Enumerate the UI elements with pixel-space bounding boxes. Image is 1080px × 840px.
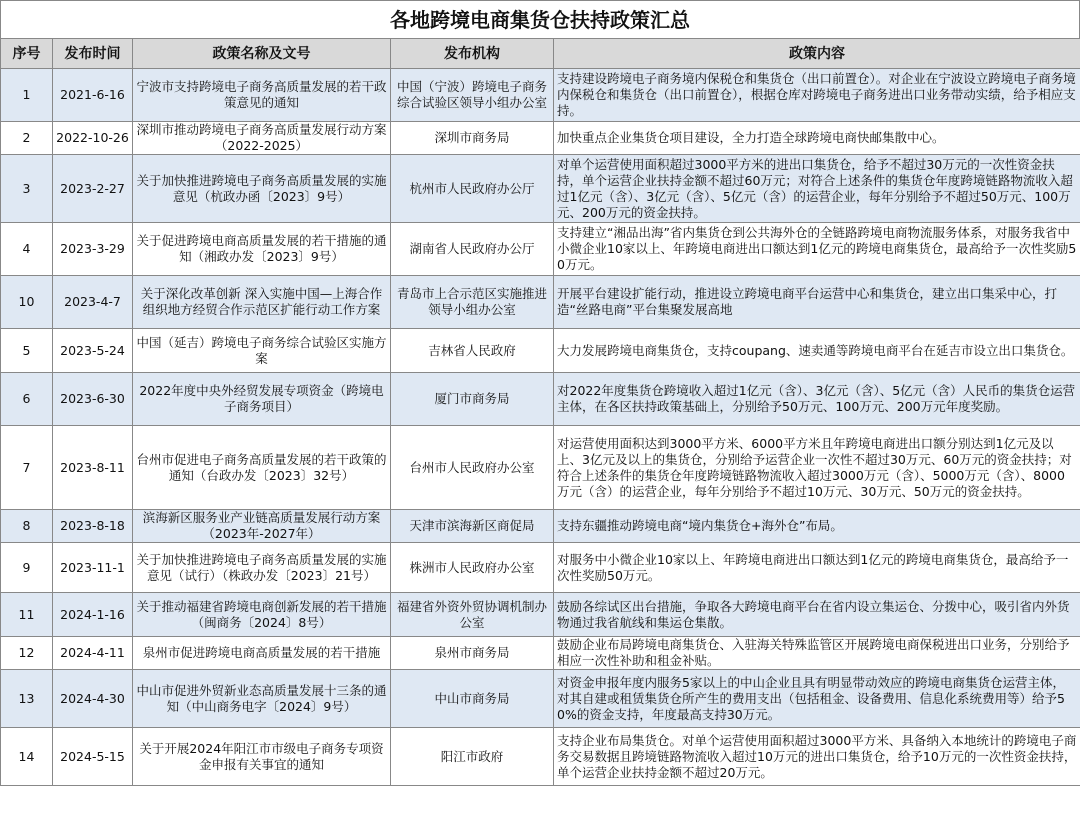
table-row xyxy=(1,329,1080,373)
cell-content: 对运营使用面积达到3000平方米、6000平方米且年跨境电商进出口额分别达到1亿元及以上、3亿元及以上的集货仓，分别给予运营企业一次性不超过30万元、60万元的资金扶持；对符合上述条件的集货仓年度跨境链路物流收入超过3000万元（含）、5000万元（含）、8000万元（含）的运营企业，每年分别给予不超过10万元、30万元、50万元的资金扶持。 xyxy=(554,426,1080,510)
header-no: 序号 xyxy=(1,39,53,69)
table-row xyxy=(1,728,1080,786)
header-row xyxy=(1,39,1080,69)
cell-date: 2023-6-30 xyxy=(53,373,133,426)
cell-org: 湖南省人民政府办公厅 xyxy=(391,223,554,276)
table-row xyxy=(1,276,1080,329)
cell-no: 5 xyxy=(1,329,53,373)
cell-no: 10 xyxy=(1,276,53,329)
cell-name: 中山市促进外贸新业态高质量发展十三条的通知（中山商务电字〔2024〕9号） xyxy=(133,670,391,728)
cell-org: 泉州市商务局 xyxy=(391,637,554,670)
table-row xyxy=(1,426,1080,510)
table-row xyxy=(1,593,1080,637)
cell-no: 12 xyxy=(1,637,53,670)
cell-name: 关于加快推进跨境电子商务高质量发展的实施意见（试行）（株政办发〔2023〕21号） xyxy=(133,543,391,593)
table-row xyxy=(1,69,1080,122)
cell-date: 2024-5-15 xyxy=(53,728,133,786)
cell-content: 鼓励企业布局跨境电商集货仓、入驻海关特殊监管区开展跨境电商保税进出口业务，分别给予相应一次性补助和租金补贴。 xyxy=(554,637,1080,670)
cell-content: 支持企业布局集货仓。对单个运营使用面积超过3000平方米、具备纳入本地统计的跨境电子商务交易数据且跨境链路物流收入超过10万元的进出口集货仓，给予10万元的一次性资金扶持，单个运营企业扶持金额不超过20万元。 xyxy=(554,728,1080,786)
table-row xyxy=(1,670,1080,728)
cell-content: 对单个运营使用面积超过3000平方米的进出口集货仓，给予不超过30万元的一次性资金扶持，单个运营企业扶持金额不超过60万元；对符合上述条件的集货仓年度跨境链路物流收入超过1亿元（含）、3亿元（含）、5亿元（含）的运营企业，每年分别给予不超过50万元、100万元、200万元的资金扶持。 xyxy=(554,155,1080,223)
cell-date: 2022-10-26 xyxy=(53,122,133,155)
cell-date: 2023-5-24 xyxy=(53,329,133,373)
header-date: 发布时间 xyxy=(53,39,133,69)
cell-name: 宁波市支持跨境电子商务高质量发展的若干政策意见的通知 xyxy=(133,69,391,122)
cell-name: 泉州市促进跨境电商高质量发展的若干措施 xyxy=(133,637,391,670)
cell-no: 11 xyxy=(1,593,53,637)
header-name: 政策名称及文号 xyxy=(133,39,391,69)
cell-org: 台州市人民政府办公室 xyxy=(391,426,554,510)
cell-name: 滨海新区服务业产业链高质量发展行动方案（2023年-2027年） xyxy=(133,510,391,543)
cell-no: 3 xyxy=(1,155,53,223)
cell-no: 4 xyxy=(1,223,53,276)
cell-content: 支持建立“湘品出海”省内集货仓到公共海外仓的全链路跨境电商物流服务体系，对服务我省中小微企业10家以上、年跨境电商进出口额达到1亿元的跨境电商集货仓，最高给予一次性奖励50万元。 xyxy=(554,223,1080,276)
cell-no: 1 xyxy=(1,69,53,122)
cell-org: 杭州市人民政府办公厅 xyxy=(391,155,554,223)
page-title: 各地跨境电商集货仓扶持政策汇总 xyxy=(0,0,1080,38)
cell-date: 2024-4-11 xyxy=(53,637,133,670)
cell-org: 中国（宁波）跨境电子商务综合试验区领导小组办公室 xyxy=(391,69,554,122)
cell-org: 天津市滨海新区商促局 xyxy=(391,510,554,543)
header-org: 发布机构 xyxy=(391,39,554,69)
cell-org: 吉林省人民政府 xyxy=(391,329,554,373)
cell-name: 关于加快推进跨境电子商务高质量发展的实施意见（杭政办函〔2023〕9号） xyxy=(133,155,391,223)
cell-org: 阳江市政府 xyxy=(391,728,554,786)
cell-content: 对服务中小微企业10家以上、年跨境电商进出口额达到1亿元的跨境电商集货仓，最高给予一次性奖励50万元。 xyxy=(554,543,1080,593)
table-row xyxy=(1,223,1080,276)
table-row xyxy=(1,637,1080,670)
cell-no: 8 xyxy=(1,510,53,543)
cell-no: 2 xyxy=(1,122,53,155)
header-content: 政策内容 xyxy=(554,39,1080,69)
cell-date: 2021-6-16 xyxy=(53,69,133,122)
cell-name: 深圳市推动跨境电子商务高质量发展行动方案（2022-2025） xyxy=(133,122,391,155)
cell-date: 2023-11-1 xyxy=(53,543,133,593)
cell-content: 开展平台建设扩能行动，推进设立跨境电商平台运营中心和集货仓，建立出口集采中心，打造“丝路电商”平台集聚发展高地 xyxy=(554,276,1080,329)
cell-org: 株洲市人民政府办公室 xyxy=(391,543,554,593)
table-row xyxy=(1,155,1080,223)
cell-no: 7 xyxy=(1,426,53,510)
cell-date: 2024-1-16 xyxy=(53,593,133,637)
table-row xyxy=(1,510,1080,543)
cell-no: 9 xyxy=(1,543,53,593)
cell-date: 2023-8-11 xyxy=(53,426,133,510)
table-row xyxy=(1,373,1080,426)
cell-name: 关于开展2024年阳江市市级电子商务专项资金申报有关事宜的通知 xyxy=(133,728,391,786)
policy-table xyxy=(0,38,1080,786)
table-row xyxy=(1,122,1080,155)
cell-name: 中国（延吉）跨境电子商务综合试验区实施方案 xyxy=(133,329,391,373)
cell-org: 厦门市商务局 xyxy=(391,373,554,426)
cell-content: 支持建设跨境电子商务境内保税仓和集货仓（出口前置仓）。对企业在宁波设立跨境电子商务境内保税仓和集货仓（出口前置仓），根据仓库对跨境电子商务进出口业务带动实绩，给予相应支持。 xyxy=(554,69,1080,122)
cell-no: 14 xyxy=(1,728,53,786)
cell-name: 2022年度中央外经贸发展专项资金（跨境电子商务项目） xyxy=(133,373,391,426)
cell-name: 关于推动福建省跨境电商创新发展的若干措施（闽商务〔2024〕8号） xyxy=(133,593,391,637)
cell-content: 加快重点企业集货仓项目建设，全力打造全球跨境电商快邮集散中心。 xyxy=(554,122,1080,155)
cell-content: 对资金申报年度内服务5家以上的中山企业且具有明显带动效应的跨境电商集货仓运营主体，对其自建或租赁集货仓所产生的费用支出（包括租金、设备费用、信息化系统费用等）给予50%的资金支持，年度最高支持30万元。 xyxy=(554,670,1080,728)
cell-org: 青岛市上合示范区实施推进领导小组办公室 xyxy=(391,276,554,329)
cell-name: 台州市促进电子商务高质量发展的若干政策的通知（台政办发〔2023〕32号） xyxy=(133,426,391,510)
cell-date: 2023-4-7 xyxy=(53,276,133,329)
cell-name: 关于深化改革创新 深入实施中国—上海合作组织地方经贸合作示范区扩能行动工作方案 xyxy=(133,276,391,329)
cell-date: 2023-2-27 xyxy=(53,155,133,223)
table-row xyxy=(1,543,1080,593)
cell-name: 关于促进跨境电商高质量发展的若干措施的通知（湘政办发〔2023〕9号） xyxy=(133,223,391,276)
cell-content: 对2022年度集货仓跨境收入超过1亿元（含）、3亿元（含）、5亿元（含）人民币的集货仓运营主体，在各区扶持政策基础上，分别给予50万元、100万元、200万元年度奖励。 xyxy=(554,373,1080,426)
cell-org: 深圳市商务局 xyxy=(391,122,554,155)
cell-org: 福建省外资外贸协调机制办公室 xyxy=(391,593,554,637)
cell-date: 2023-3-29 xyxy=(53,223,133,276)
cell-content: 支持东疆推动跨境电商“境内集货仓+海外仓”布局。 xyxy=(554,510,1080,543)
cell-date: 2024-4-30 xyxy=(53,670,133,728)
cell-no: 13 xyxy=(1,670,53,728)
cell-date: 2023-8-18 xyxy=(53,510,133,543)
cell-content: 大力发展跨境电商集货仓，支持coupang、速卖通等跨境电商平台在延吉市设立出口集货仓。 xyxy=(554,329,1080,373)
cell-no: 6 xyxy=(1,373,53,426)
cell-org: 中山市商务局 xyxy=(391,670,554,728)
cell-content: 鼓励各综试区出台措施，争取各大跨境电商平台在省内设立集运仓、分拨中心，吸引省内外货物通过我省航线和集运仓集散。 xyxy=(554,593,1080,637)
